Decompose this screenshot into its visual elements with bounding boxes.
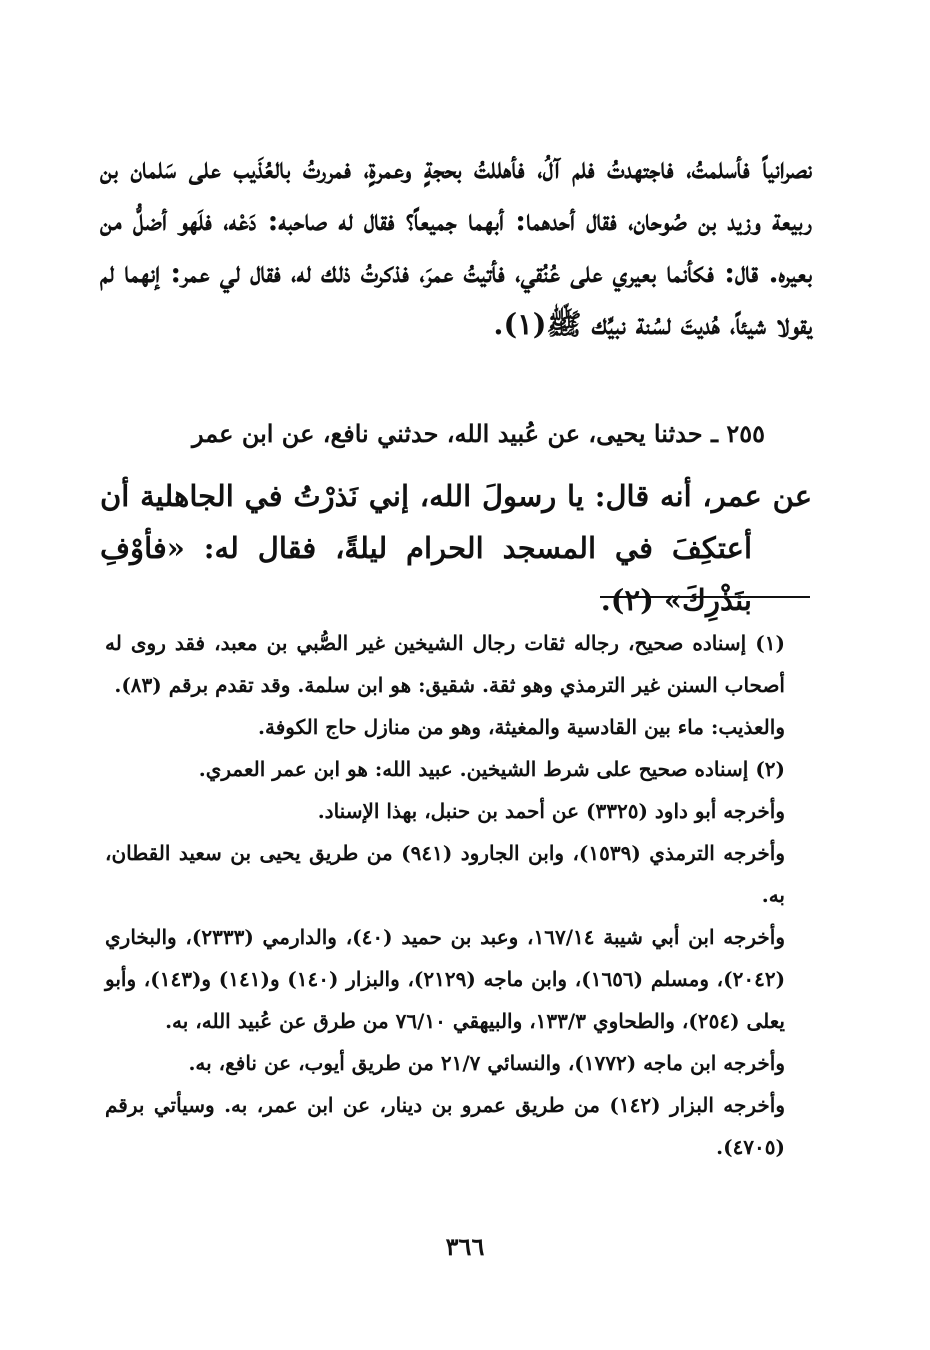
- footnote-2-line: وأخرجه ابن ماجه (١٧٧٢)، والنسائي ٢١/٧ من طريق أيوب، عن نافع، به.: [188, 1051, 785, 1075]
- footnotes-block: [105, 622, 810, 1168]
- footnote-2-line: وأخرجه ابن أبي شيبة ١٦٧/١٤، وعبد بن حميد (٤٠)، والدارمي (٢٣٣٣)، والبخاري (٢٠٤٢)، ومسلم (١٦٥٦)، وابن ماجه (٢١٢٩)، والبزار (١٤٠) و(١٤١) و(١٤٣)، وأبو يعلى (٢٥٤)، والطحاوي ١٣٣/٣، والبيهقي ٧٦/١٠ من طرق عن عُبيد الله، به.: [105, 925, 786, 1033]
- hadith-paragraph: عن عمر، أنه قال: يا رسولَ الله، إني نَذرْتُ في الجاهلية أن أعتكِفَ في المسجد الحرام ليلةً، فقال له: «فأوْفِ بنَذْرِكَ» (٢).: [100, 479, 812, 617]
- hadith-heading: ٢٥٥ ـ حدثنا يحيى، عن عُبيد الله، حدثني نافع، عن ابن عمر: [192, 419, 765, 448]
- footnote-1: (١) إسناده صحيح، رجاله ثقات رجال الشيخين غير الصُّبي بن معبد، فقد روى له أصحاب السنن غير الترمذي وهو ثقة. شقيق: هو ابن سلمة. وقد تقدم برقم (٨٣).: [105, 631, 785, 697]
- main-paragraph: نصرانياً فأسلمتُ، فاجتهدتُ فلم آلُ، فأهللتُ بحجةٍ وعمرةٍ، فمررتُ بالعُذَيب على سَلمان بن ربيعة وزيد بن صُوحان، فقال أحدهما: أبهما جميعاً؟ فقال له صاحبه: دَعْه، فلَهو أضلُّ من بعيره. قال: فكأنما بعيري على عُنُقي، فأتيتُ عمرَ، فذكرتُ ذلك له، فقال لي عمر: إنهما لم يقولا شيئاً، هُديتَ لسُنة نبيِّك ﷺ(١).: [100, 151, 812, 341]
- footnote-1-gloss: والعذيب: ماء بين القادسية والمغيثة، وهو من منازل حاج الكوفة.: [258, 715, 785, 739]
- footnote-separator: [600, 596, 810, 598]
- main-text-block: [100, 142, 812, 350]
- footnote-2-line: وأخرجه البزار (١٤٢) من طريق عمرو بن دينار، عن ابن عمر، به. وسيأتي برقم (٤٧٠٥).: [105, 1093, 786, 1159]
- hadith-text: [100, 470, 812, 626]
- page-number: ٣٦٦: [445, 1232, 485, 1261]
- footnote-2-line: وأخرجه الترمذي (١٥٣٩)، وابن الجارود (٩٤١) من طريق يحيى بن سعيد القطان، به.: [105, 841, 786, 907]
- footnote-2-line: وأخرجه أبو داود (٣٣٢٥) عن أحمد بن حنبل، بهذا الإسناد.: [317, 799, 785, 823]
- footnote-2: (٢) إسناده صحيح على شرط الشيخين. عبيد الله: هو ابن عمر العمري.: [198, 757, 785, 781]
